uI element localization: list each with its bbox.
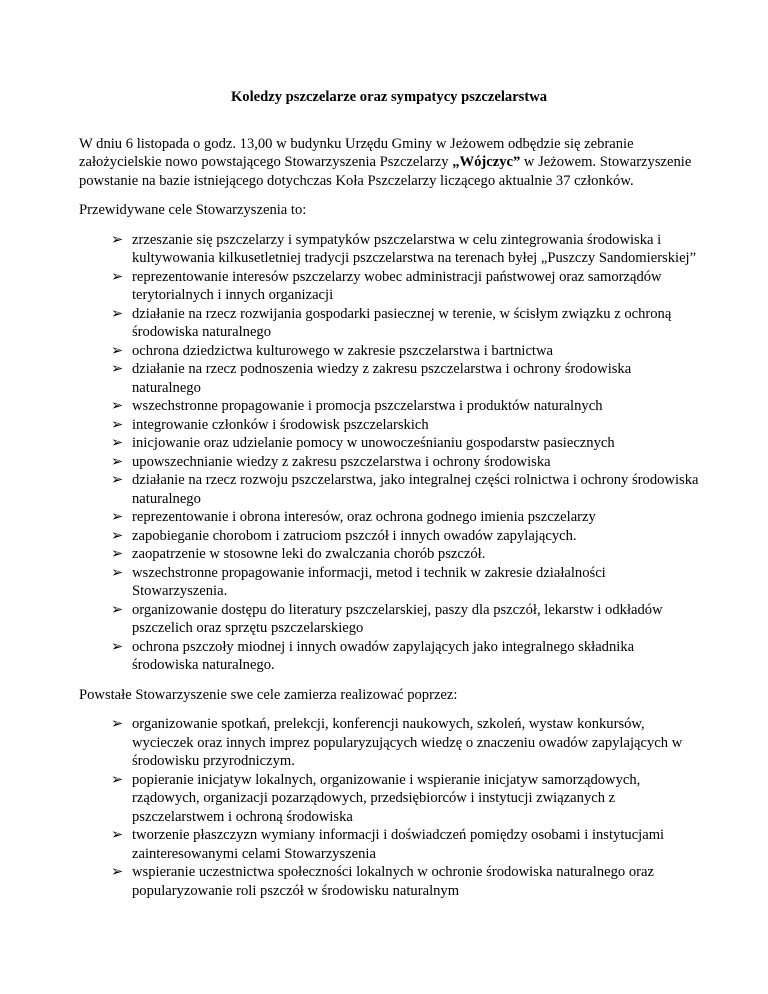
arrow-bullet-icon: ➢ — [111, 638, 124, 655]
arrow-bullet-icon: ➢ — [111, 305, 124, 322]
means-list — [79, 715, 699, 900]
arrow-bullet-icon: ➢ — [111, 361, 124, 377]
goal-item — [79, 527, 699, 546]
goal-item-text: działanie na rzecz rozwoju pszczelarstwa, jako integralnej części rolnictwa i ochrony środowiska naturalnego — [132, 472, 699, 507]
means-item-text: popieranie inicjatyw lokalnych, organizowanie i wspieranie inicjatyw samorządowych, rządowych, organizacji pozarządowych, przedsiębiorców i instytucji związanych z pszczelarstwem i ochroną środowiska — [132, 771, 641, 825]
document-title: Koledzy pszczelarze oraz sympatycy pszczelarstwa — [230, 89, 548, 105]
arrow-bullet-icon: ➢ — [111, 527, 124, 544]
means-item — [79, 863, 699, 900]
arrow-bullet-icon: ➢ — [111, 564, 124, 581]
goal-item — [79, 342, 699, 361]
goal-item — [79, 360, 699, 397]
goal-item-text: zrzeszanie się pszczelarzy i sympatyków pszczelarstwa w celu zintegrowania środowiska i kultywowania kilkusetletniej tradycji pszczelarstwa na terenach byłej „Puszczy Sandomierskiej” — [132, 231, 697, 266]
arrow-bullet-icon: ➢ — [111, 398, 124, 414]
goal-item-text: zaopatrzenie w stosowne leki do zwalczania chorób pszczół. — [132, 546, 486, 562]
arrow-bullet-icon: ➢ — [111, 342, 124, 359]
goal-item-text: reprezentowanie i obrona interesów, oraz ochrona godnego imienia pszczelarzy — [132, 509, 596, 525]
goal-item-text: wszechstronne propagowanie i promocja pszczelarstwa i produktów naturalnych — [132, 398, 603, 414]
goal-item-text: zapobieganie chorobom i zatruciom pszczół i innych owadów zapylających. — [132, 527, 577, 544]
goal-item-text: działanie na rzecz podnoszenia wiedzy z zakresu pszczelarstwa i ochrony środowiska naturalnego — [132, 361, 632, 396]
goal-item-text: ochrona pszczoły miodnej i innych owadów zapylających jako integralnego składnika środowiska naturalnego. — [132, 638, 635, 673]
arrow-bullet-icon: ➢ — [111, 453, 124, 470]
intro-paragraph — [79, 135, 699, 191]
goal-item — [79, 601, 699, 638]
goal-item — [79, 231, 699, 268]
arrow-bullet-icon: ➢ — [111, 509, 124, 525]
arrow-bullet-icon: ➢ — [111, 864, 124, 880]
arrow-bullet-icon: ➢ — [111, 546, 124, 562]
arrow-bullet-icon: ➢ — [111, 827, 124, 843]
document-page — [79, 88, 699, 911]
arrow-bullet-icon: ➢ — [111, 601, 124, 618]
goal-item — [79, 397, 699, 416]
means-item — [79, 826, 699, 863]
means-item-text: wspieranie uczestnictwa społeczności lokalnych w ochronie środowiska naturalnego oraz popularyzowanie roli pszczół w środowisku naturalnym — [132, 864, 654, 899]
goal-item-text: działanie na rzecz rozwijania gospodarki pasiecznej w terenie, w ścisłym związku z ochroną środowiska naturalnego — [132, 305, 672, 340]
intro-text-after: w Jeżowem. Stowarzyszenie powstanie na bazie istniejącego dotychczas Koła Pszczelarzy liczącego aktualnie 37 członków. — [79, 154, 692, 189]
means-item — [79, 771, 699, 827]
goal-item — [79, 453, 699, 472]
arrow-bullet-icon: ➢ — [111, 268, 124, 285]
goal-item — [79, 508, 699, 527]
arrow-bullet-icon: ➢ — [111, 435, 124, 451]
goal-item-text: upowszechnianie wiedzy z zakresu pszczelarstwa i ochrony środowiska — [132, 453, 551, 470]
arrow-bullet-icon: ➢ — [111, 771, 124, 788]
goal-item — [79, 268, 699, 305]
goal-item-text: organizowanie dostępu do literatury pszczelarskiej, paszy dla pszczół, lekarstw i odkładów pszczelich oraz sprzętu pszczelarskiego — [132, 601, 663, 636]
association-name: „Wójczyc” — [452, 154, 521, 170]
goal-item — [79, 305, 699, 342]
goal-item — [79, 434, 699, 453]
goal-item — [79, 564, 699, 601]
goal-item-text: wszechstronne propagowanie informacji, metod i technik w zakresie działalności Stowarzyszenia. — [132, 564, 606, 599]
goals-heading: Przewidywane cele Stowarzyszenia to: — [79, 202, 307, 218]
goal-item — [79, 416, 699, 435]
arrow-bullet-icon: ➢ — [111, 472, 124, 488]
intro-text-before: W dniu 6 listopada o godz. 13,00 w budynku Urzędu Gminy w Jeżowem odbędzie się zebranie założycielskie nowo powstającego Stowarzyszenia Pszczelarzy — [79, 135, 634, 170]
goal-item — [79, 545, 699, 564]
goal-item — [79, 471, 699, 508]
goal-item-text: inicjowanie oraz udzielanie pomocy w unowocześnianiu gospodarstw pasiecznych — [132, 435, 615, 451]
arrow-bullet-icon: ➢ — [111, 716, 124, 732]
means-item — [79, 715, 699, 771]
goal-item — [79, 638, 699, 675]
goals-list — [79, 231, 699, 675]
goal-item-text: reprezentowanie interesów pszczelarzy wobec administracji państwowej oraz samorządów terytorialnych i innych organizacji — [132, 268, 662, 303]
means-heading: Powstałe Stowarzyszenie swe cele zamierza realizować poprzez: — [79, 686, 458, 703]
arrow-bullet-icon: ➢ — [111, 416, 124, 433]
goal-item-text: ochrona dziedzictwa kulturowego w zakresie pszczelarstwa i bartnictwa — [132, 342, 554, 359]
goal-item-text: integrowanie członków i środowisk pszczelarskich — [132, 416, 429, 433]
means-item-text: organizowanie spotkań, prelekcji, konferencji naukowych, szkoleń, wystaw konkursów, wycieczek oraz innych imprez popularyzujących wiedzę o znaczeniu owadów zapylających w środowisku przyrodniczym. — [132, 716, 683, 769]
means-item-text: tworzenie płaszczyzn wymiany informacji i doświadczeń pomiędzy osobami i instytucjami zainteresowanymi celami Stowarzyszenia — [132, 827, 665, 862]
arrow-bullet-icon: ➢ — [111, 231, 124, 248]
